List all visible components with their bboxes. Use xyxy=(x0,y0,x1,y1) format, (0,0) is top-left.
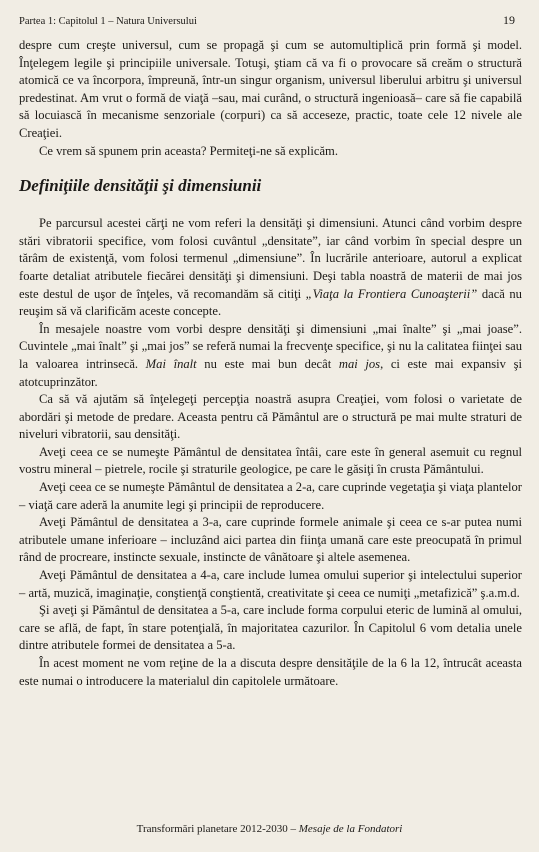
paragraph xyxy=(19,321,522,391)
paragraph-text: , ci este mai expansiv şi atotcuprinzător. xyxy=(19,356,522,389)
emphasis: mai jos xyxy=(338,356,381,371)
paragraph: Aveţi Pământul de densitatea a 4-a, care include lumea omului superior şi intelectului superior – artă, muzică, imaginaţie, conştienţă conştientă, creativitate şi ceea ce numiţi „metafizică” ş.a.m.d. xyxy=(19,568,522,600)
paragraph xyxy=(19,215,522,321)
paragraph-text: nu este mai bun decât xyxy=(196,356,339,371)
page-body xyxy=(19,37,522,690)
paragraph: Aveţi ceea ce se numeşte Pământul de densitatea a 2-a, care cuprinde vegetaţia şi viaţa plantelor – viaţă care aderă la anumite legi şi principii de reproducere. xyxy=(19,480,523,512)
section-heading: Definiţiile densităţii şi dimensiunii xyxy=(19,176,262,196)
emphasis: Mai înalt xyxy=(145,356,197,371)
chapter-header: Partea 1: Capitolul 1 – Natura Universului xyxy=(19,16,197,27)
paragraph: Aveţi ceea ce se numeşte Pământul de densitatea întâi, care este în general asemuit cu regnul vostru mineral – pietrele, rocile şi straturile geologice, pe care le găsiţi în crusta Pământului. xyxy=(19,444,522,477)
book-title-footer: Transformări planetare 2012-2030 – xyxy=(136,823,299,835)
paragraph: Aveţi Pământul de densitatea a 3-a, care cuprinde formele animale şi ceea ce s-ar putea numi atributele umane inferioare – incluzând aici partea din fiinţa umană care este preocupată în primul rând de procreare, instincte sexuale, instincte de vânătoare şi altele asemenea. xyxy=(19,515,522,565)
paragraph: Şi aveţi şi Pământul de densitatea a 5-a, care include forma corpului eteric de lumină al omului, care se află, de fapt, în stare potenţială, în majoritatea cazurilor. În Capitolul 6 vom detalia unele dintre atributele formei de densitatea a 5-a. xyxy=(19,603,522,653)
paragraph-text: În mesajele noastre vom vorbi despre densităţi şi dimensiuni „mai înalte” şi „mai joase”. Cuvintele „mai înalt” şi „mai jos” se referă numai la frecvenţe specifice, şi nu la calitatea fiinţei sau la valoarea intrinsecă. xyxy=(19,321,522,371)
paragraph-text: Pe parcursul acestei cărţi ne vom referi la densităţi şi dimensiuni. Atunci când vorbim despre stări vibratorii specifice, vom folosi cuvântul „densitate”, iar când vorbim în special despre un tărâm de existenţă, vom folosi termenul „dimensiune”. În lucrările anterioare, autorul a explicat foarte detaliat atributele fiecărei densităţi şi dimensiuni. Deşi tabla noastră de materii de mai jos este destul de uşor de înţeles, vă recomandăm să citiţi xyxy=(19,216,522,301)
running-header xyxy=(19,13,515,28)
paragraph-text: dacă nu reuşim să vă clarificăm aceste concepte. xyxy=(19,286,522,319)
paragraph: Ce vrem să spunem prin aceasta? Permiteţi-ne să explicăm. xyxy=(39,143,338,158)
book-title: „Viaţa la Frontiera Cunoaşterii” xyxy=(305,286,478,301)
paragraph-continued: despre cum creşte universul, cum se propagă şi cum se automultiplică prin formă şi model. Înţelegem legile şi principiile universale. Totuşi, ştiam că va fi o provocare să creăm o structură atomică ce va încorpora, împreună, într-un singur organism, universul liberului arbitru şi universul predestinat. Am vrut o formă de viaţă –sau, mai curând, o structură ingenioasă– care să fie capabilă să locuiască în mecanisme senzoriale (corpuri) ca să acceseze, practic, toate cele 12 nivele ale Creaţiei. xyxy=(19,38,522,140)
running-footer xyxy=(0,823,539,835)
paragraph: Ca să vă ajutăm să înţelegeţi percepţia noastră asupra Creaţiei, vom folosi o varietate de abordări şi metode de predare. Aceasta pentru că Pământul are o structură pe mai multe straturi de niveluri vibratorii, sau densităţi. xyxy=(19,392,522,442)
page-number: 19 xyxy=(503,13,515,27)
book-subtitle-footer: Mesaje de la Fondatori xyxy=(298,823,403,835)
paragraph: În acest moment ne vom reţine de la a discuta despre densităţile de la 6 la 12, întrucât aceasta este numai o introducere la materialul din capitolele următoare. xyxy=(19,656,522,688)
